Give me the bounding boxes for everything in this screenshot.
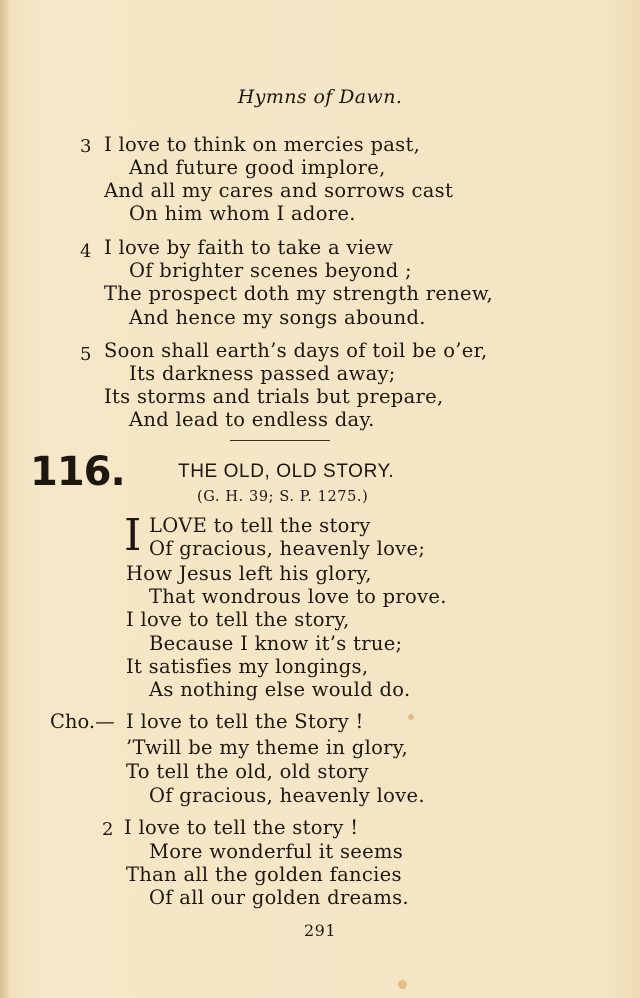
verse-line: On him whom I adore. (129, 202, 356, 225)
verse-line: I love to tell the story, (126, 608, 350, 631)
chorus-line: Of gracious, heavenly love. (149, 784, 425, 807)
verse-line: Of gracious, heavenly love; (149, 537, 426, 560)
verse-line: Its storms and trials but prepare, (104, 385, 444, 408)
paper-stain (398, 980, 407, 989)
verse-line: Because I know it’s true; (149, 632, 403, 655)
paper-stain (408, 714, 414, 720)
page-number: 291 (303, 921, 337, 940)
verse-line: LOVE to tell the story (149, 514, 371, 537)
chorus-label: Cho.— (50, 710, 115, 733)
chorus-line: To tell the old, old story (126, 760, 369, 783)
verse-number-4: 4 (80, 241, 92, 262)
verse-line: And all my cares and sorrows cast (104, 179, 454, 202)
verse-line: And future good implore, (129, 156, 386, 179)
verse-line: As nothing else would do. (149, 678, 411, 701)
verse-line: How Jesus left his glory, (126, 562, 372, 585)
verse-line: Soon shall earth’s days of toil be o’er, (104, 339, 488, 362)
section-divider (230, 440, 330, 441)
verse-line: It satisfies my longings, (126, 655, 369, 678)
drop-cap: I (124, 510, 142, 561)
verse-number-5: 5 (80, 344, 92, 365)
verse-line: That wondrous love to prove. (149, 585, 447, 608)
chorus-line: ’Twill be my theme in glory, (126, 736, 408, 759)
verse-line: And hence my songs abound. (129, 306, 426, 329)
running-head: Hymns of Dawn. (237, 86, 403, 108)
verse-line: Than all the golden fancies (126, 863, 402, 886)
verse-line: Of all our golden dreams. (149, 886, 409, 909)
hymn-title: THE OLD, OLD STORY. (178, 461, 395, 482)
hymn-number: 116. (30, 449, 125, 495)
verse-line: Its darkness passed away; (129, 362, 396, 385)
verse-line: The prospect doth my strength renew, (104, 282, 494, 305)
verse-line: I love to think on mercies past, (104, 133, 421, 156)
verse-line: I love to tell the story ! (124, 816, 359, 839)
verse-line: And lead to endless day. (129, 408, 375, 431)
verse-line: More wonderful it seems (149, 840, 404, 863)
verse-number-3: 3 (80, 136, 92, 157)
chorus-line: I love to tell the Story ! (126, 710, 364, 733)
verse-number-2: 2 (102, 819, 114, 840)
verse-line: I love by faith to take a view (104, 236, 394, 259)
verse-line: Of brighter scenes beyond ; (129, 259, 412, 282)
hymn-tune-reference: (G. H. 39; S. P. 1275.) (197, 489, 369, 505)
page-spine-shadow (0, 0, 10, 998)
